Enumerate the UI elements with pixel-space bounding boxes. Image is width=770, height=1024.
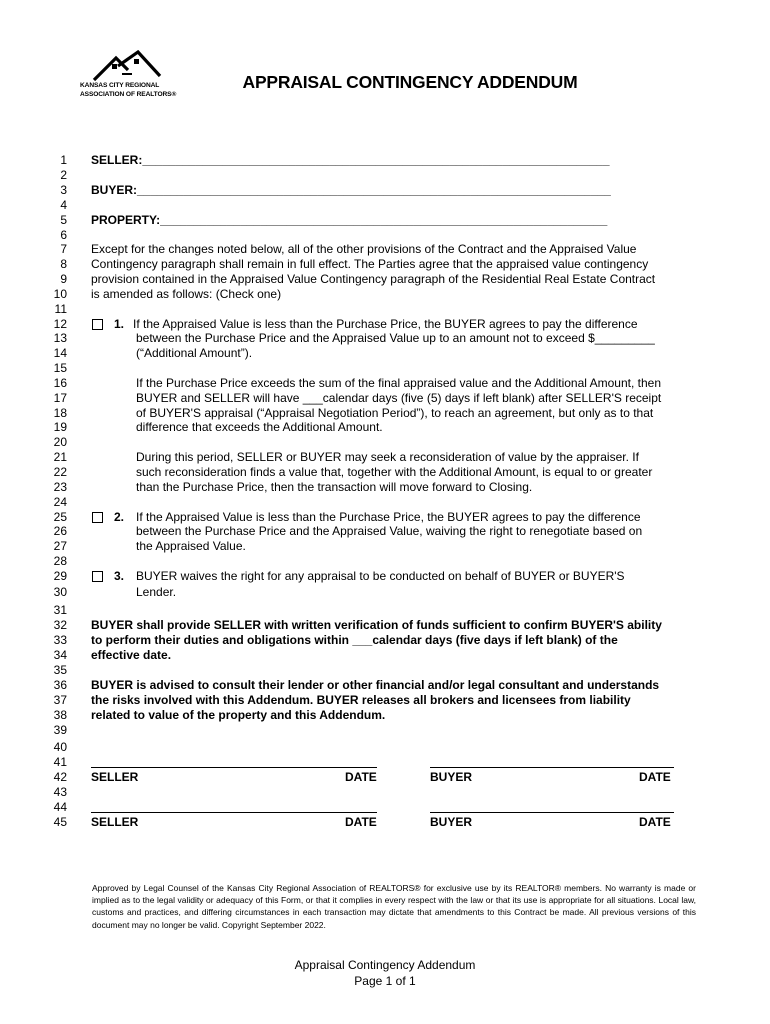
option-3-number: 3. [114, 569, 125, 583]
document-title: APPRAISAL CONTINGENCY ADDENDUM [242, 72, 578, 92]
option-1-para2-line: If the Purchase Price exceeds the sum of the final appraised value and the Additional Amount, then [136, 376, 661, 390]
option-1-line: (“Additional Amount”). [136, 346, 253, 360]
page-number: Page 1 of 1 [354, 973, 416, 988]
buyer-signature-label: BUYER [430, 815, 473, 829]
option-2-checkbox[interactable] [92, 512, 103, 523]
legal-footer-note: Approved by Legal Counsel of the Kansas City Regional Association of REALTORS® for exclusive use by its REALTOR® members. No warranty is made or implied as to the legal validity or adequacy of this Form, or that it complies in every respect with the law or that its use is appropriate for all situations. Local law, customs and practices, and differing circumstances in each transaction may dictate that amendments to this Contract be made. All previous versions of this document may no longer be valid. Copyright September 2022. [92, 883, 696, 930]
line-number: 8 [60, 257, 67, 271]
line-number: 12 [53, 317, 67, 331]
line-number: 32 [53, 618, 67, 632]
line-number: 44 [53, 800, 67, 814]
line-number: 10 [53, 287, 67, 301]
line-number: 7 [60, 242, 67, 256]
line-number: 26 [53, 524, 67, 538]
line-number: 40 [53, 740, 67, 754]
line-number: 17 [53, 391, 67, 405]
line-number: 13 [53, 331, 67, 345]
line-number: 23 [53, 480, 67, 494]
seller-signature-line[interactable] [91, 812, 377, 813]
line-number: 24 [53, 495, 67, 509]
line-number: 37 [53, 693, 67, 707]
seller-signature-line[interactable] [91, 767, 377, 768]
advisory-line: the risks involved with this Addendum. BUYER releases all brokers and licensees from liability [91, 693, 631, 707]
line-number: 27 [53, 539, 67, 553]
line-number: 43 [53, 785, 67, 799]
option-1-para2-line: difference that exceeds the Additional Amount. [136, 420, 383, 434]
line-number: 18 [53, 406, 67, 420]
line-number: 36 [53, 678, 67, 692]
option-2-line: between the Purchase Price and the Appraised Value, waiving the right to renegotiate based on [136, 524, 643, 538]
line-number: 41 [53, 755, 67, 769]
line-number: 45 [53, 815, 67, 829]
option-1-para2-line: of BUYER'S appraisal (“Appraisal Negotiation Period”), to reach an agreement, but only as to that [136, 406, 654, 420]
verification-line: effective date. [91, 648, 172, 662]
option-1-para3-line: During this period, SELLER or BUYER may seek a reconsideration of value by the appraiser. If [136, 450, 639, 464]
seller-date-label: DATE [345, 815, 377, 829]
line-number: 1 [60, 153, 67, 167]
line-number: 3 [60, 183, 67, 197]
buyer-signature-line[interactable] [430, 812, 674, 813]
option-1-line: between the Purchase Price and the Appraised Value up to an amount not to exceed $_________ [136, 331, 655, 345]
option-1-para3-line: such reconsideration finds a value that, together with the Additional Amount, is equal to or greater [136, 465, 653, 479]
seller-signature-label: SELLER [91, 770, 139, 784]
option-3-checkbox[interactable] [92, 571, 103, 582]
verification-line: BUYER shall provide SELLER with written verification of funds sufficient to confirm BUYER'S ability [91, 618, 662, 632]
line-number: 4 [60, 198, 67, 212]
line-number: 6 [60, 228, 67, 242]
buyer-signature-line[interactable] [430, 767, 674, 768]
page-footer [235, 958, 535, 989]
buyer-date-label: DATE [639, 815, 671, 829]
intro-line: Except for the changes noted below, all of the other provisions of the Contract and the Appraised Value [91, 242, 637, 256]
advisory-line: BUYER is advised to consult their lender or other financial and/or legal consultant and understands [91, 678, 660, 692]
line-number: 42 [53, 770, 67, 784]
line-number: 5 [60, 213, 67, 227]
line-number: 30 [53, 585, 67, 599]
property-field[interactable]: PROPERTY:___________________________________________________________________ [91, 213, 608, 227]
option-1-para2-line: BUYER and SELLER will have ___calendar days (five (5) days if left blank) after SELLER'S receipt [136, 391, 662, 405]
option-2-line: If the Appraised Value is less than the Purchase Price, the BUYER agrees to pay the difference [136, 510, 641, 524]
line-number: 21 [53, 450, 67, 464]
seller-date-label: DATE [345, 770, 377, 784]
line-number: 11 [54, 302, 67, 316]
option-1-checkbox[interactable] [92, 319, 103, 330]
line-number: 15 [53, 361, 67, 375]
option-3-line: BUYER waives the right for any appraisal to be conducted on behalf of BUYER or BUYER'S [136, 569, 625, 583]
intro-line: Contingency paragraph shall remain in full effect. The Parties agree that the appraised value contingency [91, 257, 649, 271]
line-number: 34 [53, 648, 67, 662]
verification-line: to perform their duties and obligations within ___calendar days (five days if left blank) of the [91, 633, 618, 647]
option-1-para3-line: than the Purchase Price, then the transaction will move forward to Closing. [136, 480, 533, 494]
line-number: 39 [53, 723, 67, 737]
line-number: 31 [53, 603, 67, 617]
line-number: 35 [53, 663, 67, 677]
house-roof-icon [92, 50, 162, 82]
line-number: 9 [60, 272, 67, 286]
line-number: 19 [53, 420, 67, 434]
logo-line-2: ASSOCIATION OF REALTORS® [80, 90, 177, 98]
buyer-field[interactable]: BUYER:_______________________________________________________________________ [91, 183, 611, 197]
buyer-date-label: DATE [639, 770, 671, 784]
line-number: 28 [53, 554, 67, 568]
line-number: 38 [53, 708, 67, 722]
logo-line-1: KANSAS CITY REGIONAL [80, 82, 160, 89]
intro-line: provision contained in the Appraised Value Contingency paragraph of the Residential Real Estate Contract [91, 272, 656, 286]
line-number: 20 [53, 435, 67, 449]
advisory-line: related to value of the property and this Addendum. [91, 708, 386, 722]
line-number: 29 [53, 569, 67, 583]
document-name: Appraisal Contingency Addendum [294, 958, 476, 972]
option-1-line: If the Appraised Value is less than the Purchase Price, the BUYER agrees to pay the difference [133, 317, 638, 331]
intro-line: is amended as follows: (Check one) [91, 287, 282, 301]
line-number: 16 [53, 376, 67, 390]
line-number: 2 [60, 168, 67, 182]
seller-signature-label: SELLER [91, 815, 139, 829]
seller-field[interactable]: SELLER:______________________________________________________________________ [91, 153, 610, 167]
line-number: 14 [53, 346, 67, 360]
option-2-line: the Appraised Value. [136, 539, 246, 553]
option-2-number: 2. [114, 510, 125, 524]
option-3-line: Lender. [136, 585, 177, 599]
line-number: 25 [53, 510, 67, 524]
line-number: 22 [53, 465, 67, 479]
buyer-signature-label: BUYER [430, 770, 473, 784]
option-1-number: 1. [114, 317, 125, 331]
line-number: 33 [53, 633, 67, 647]
